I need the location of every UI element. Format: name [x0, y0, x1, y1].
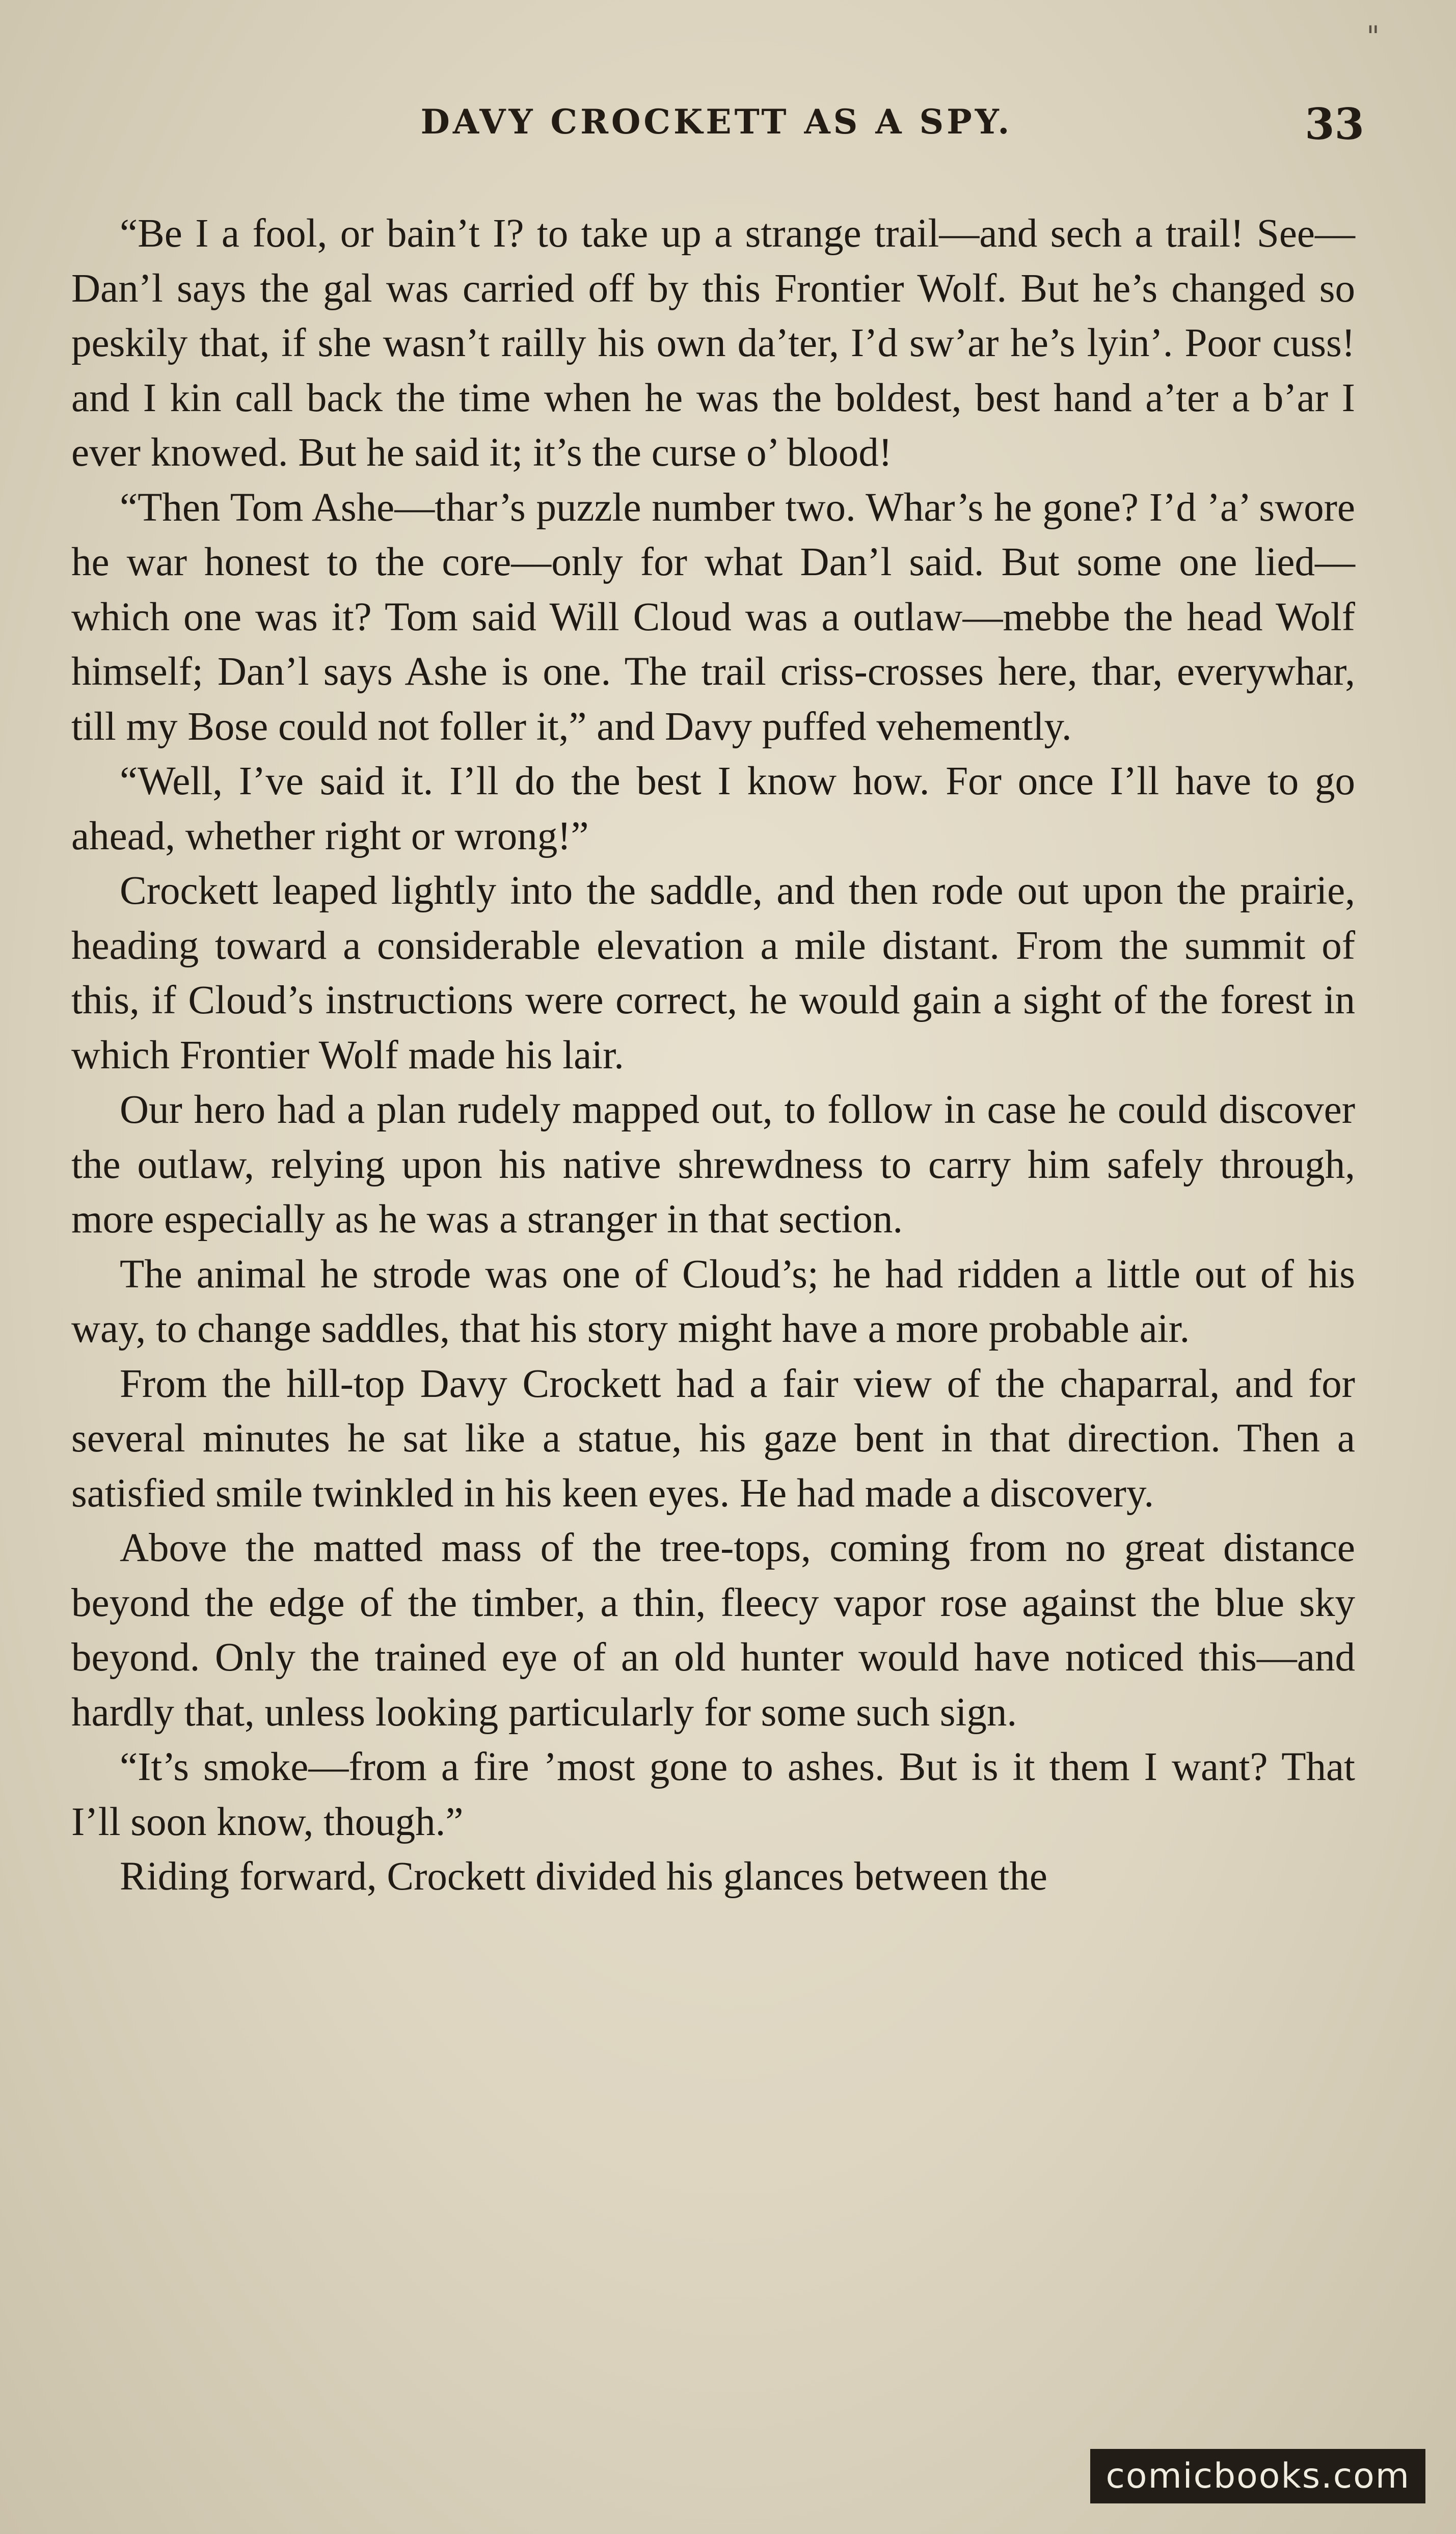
corner-mark: " [1366, 20, 1380, 53]
paragraph-4: Crockett leaped lightly into the saddle, and then rode out upon the prairie, heading toward a considerable elevation a mile distant. From the summit of this, if Cloud’s instructions were correct, he would gain a sight of the forest in which Frontier Wolf made his lair. [71, 869, 1355, 1077]
paragraph-8: Above the matted mass of the tree-tops, coming from no great distance beyond the edge of the timber, a thin, fleecy vapor rose against the blue sky beyond. Only the trained eye of an old hunter would have noticed this—and hardly that, unless looking particularly for some such sign. [71, 1526, 1355, 1735]
paragraph-2: “Then Tom Ashe—thar’s puzzle number two. Whar’s he gone? I’d ’a’ swore he war honest to the core—only for what Dan’l said. But some one lied—which one was it? Tom said Will Cloud was a outlaw—mebbe the head Wolf himself; Dan’l says Ashe is one. The trail criss-crosses here, thar, everywhar, till my Bose could not foller it,” and Davy puffed vehemently. [71, 485, 1355, 749]
paragraph-5: Our hero had a plan rudely mapped out, to follow in case he could discover the outlaw, relying upon his native shrewdness to carry him safely through, more especially as he was a stranger in that section. [71, 1088, 1355, 1242]
body-text [71, 206, 1355, 1904]
running-title: DAVY CROCKETT AS A SPY. [420, 102, 1013, 142]
paragraph-1: “Be I a fool, or bain’t I? to take up a strange trail—and sech a trail! See—Dan’l says the gal was carried off by this Frontier Wolf. But he’s changed so peskily that, if she wasn’t railly his own da’ter, I’d sw’ar he’s lyin’. Poor cuss! and I kin call back the time when he was the boldest, best hand a’ter a b’ar I ever knowed. But he said it; it’s the curse o’ blood! [71, 211, 1355, 475]
running-head [69, 99, 1364, 153]
paragraph-9: “It’s smoke—from a fire ’most gone to ashes. But is it them I want? That I’ll soon know, though.” [71, 1745, 1355, 1844]
paragraph-3: “Well, I’ve said it. I’ll do the best I know how. For once I’ll have to go ahead, whether right or wrong!” [71, 759, 1355, 858]
watermark-label: comicbooks.com [1090, 2449, 1425, 2503]
page-number: 33 [1305, 99, 1364, 149]
paragraph-7: From the hill-top Davy Crockett had a fair view of the chaparral, and for several minutes he sat like a statue, his gaze bent in that direction. Then a satisfied smile twinkled in his keen eyes. He had made a discovery. [71, 1361, 1355, 1516]
paragraph-10: Riding forward, Crockett divided his glances between the [120, 1854, 1047, 1899]
paragraph-6: The animal he strode was one of Cloud’s; he had ridden a little out of his way, to change saddles, that his story might have a more probable air. [71, 1252, 1355, 1351]
